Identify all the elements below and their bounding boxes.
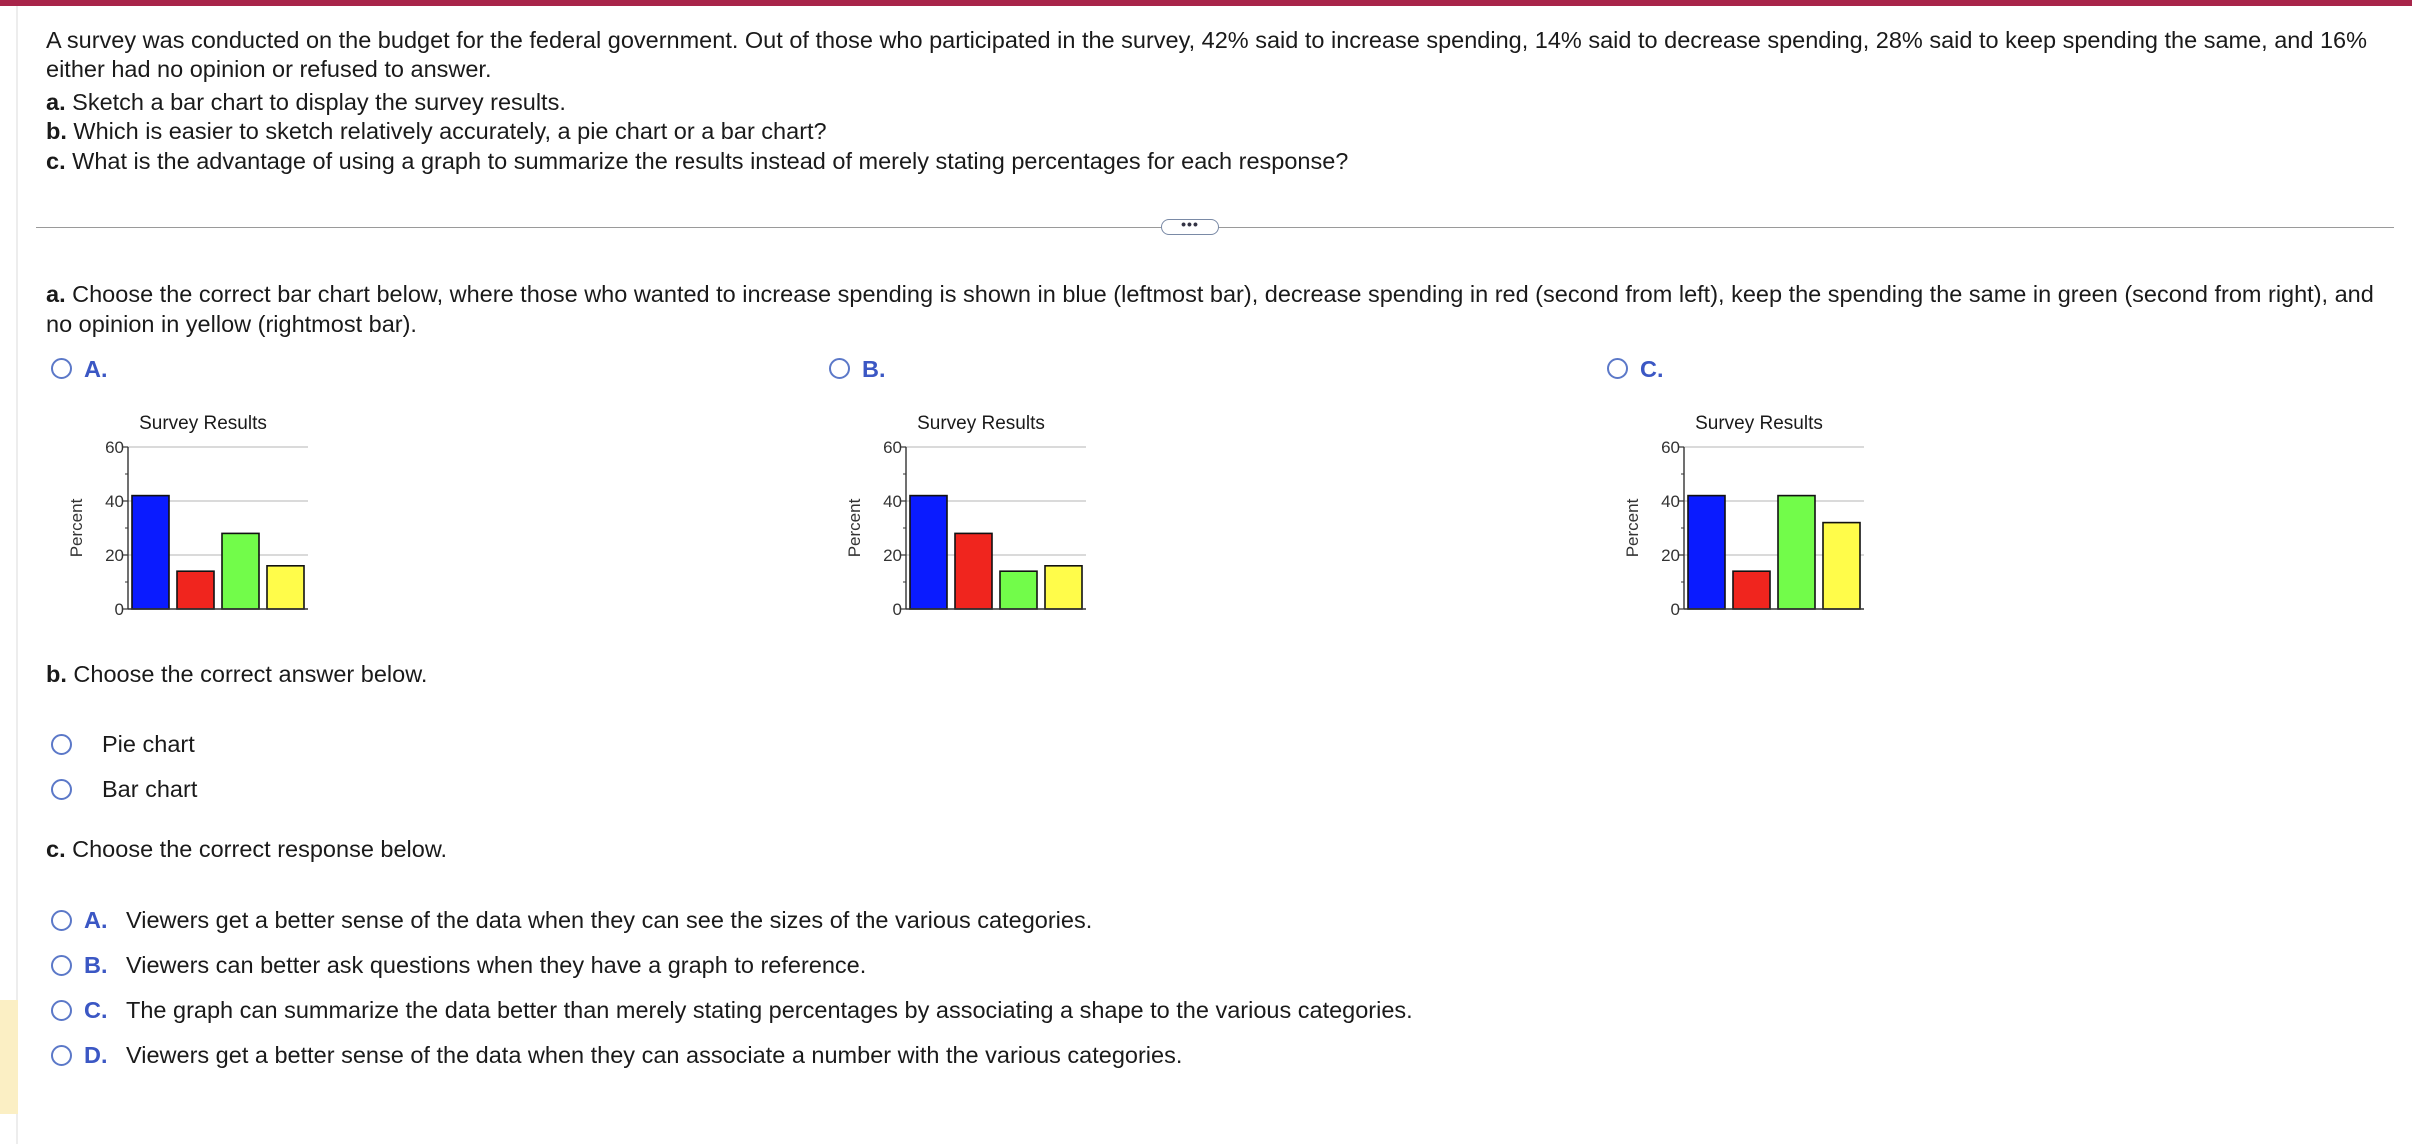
response-b-radio[interactable] xyxy=(51,955,72,976)
bar xyxy=(910,496,947,609)
response-c-radio[interactable] xyxy=(51,1000,72,1021)
pie-chart-option-label[interactable]: Pie chart xyxy=(102,731,195,757)
question-part-a xyxy=(46,87,566,117)
y-tick-label: 60 xyxy=(105,438,124,457)
bar xyxy=(1000,571,1037,609)
part-text: Sketch a bar chart to display the survey results. xyxy=(65,89,566,115)
expand-more-button[interactable]: ••• xyxy=(1161,219,1219,235)
pie-chart-radio[interactable] xyxy=(51,734,72,755)
chart-svg xyxy=(60,405,330,625)
response-a-radio[interactable] xyxy=(51,910,72,931)
response-b-letter[interactable]: B. xyxy=(84,952,108,978)
option-a-letter[interactable]: A. xyxy=(84,356,108,382)
bar xyxy=(222,533,259,609)
response-a-letter[interactable]: A. xyxy=(84,907,108,933)
chart-svg xyxy=(838,405,1108,625)
part-text: Which is easier to sketch relatively accurately, a pie chart or a bar chart? xyxy=(66,118,827,144)
y-tick-label: 20 xyxy=(883,546,902,565)
bar xyxy=(1045,566,1082,609)
bar xyxy=(1778,496,1815,609)
option-c-letter[interactable]: C. xyxy=(1640,356,1664,382)
chart-svg xyxy=(1616,405,1886,625)
part-label: a. xyxy=(46,281,66,307)
response-d-radio[interactable] xyxy=(51,1045,72,1066)
part-label: a. xyxy=(46,89,66,115)
y-tick-label: 40 xyxy=(105,492,124,511)
part-text: Choose the correct bar chart below, where those who wanted to increase spending is shown in blue (leftmost bar), decrease spending in red (second from left), keep the spending the same in green (second from right), and xyxy=(65,281,2374,307)
question-line-1: A survey was conducted on the budget for the federal government. Out of those who participated in the survey, 42% said to increase spending, 14% said to decrease spending, 28% said to keep spending the same, and 16% xyxy=(46,27,2368,53)
part-label: c. xyxy=(46,836,66,862)
top-accent-bar xyxy=(0,0,2412,6)
y-tick-label: 20 xyxy=(1661,546,1680,565)
bar-chart-option-label[interactable]: Bar chart xyxy=(102,776,198,802)
option-c-radio[interactable] xyxy=(1607,358,1628,379)
y-tick-label: 40 xyxy=(1661,492,1680,511)
part-label: c. xyxy=(46,148,66,174)
part-a-instruction-line-2: no opinion in yellow (rightmost bar). xyxy=(46,311,417,337)
y-tick-label: 0 xyxy=(892,600,902,619)
part-b-prompt xyxy=(46,659,427,689)
question-part-c xyxy=(46,146,1348,176)
y-axis-label: Percent xyxy=(845,498,864,558)
option-a-radio[interactable] xyxy=(51,358,72,379)
bar xyxy=(132,496,169,609)
response-c-text[interactable]: The graph can summarize the data better than merely stating percentages by associating a shape to the various categories. xyxy=(126,997,1413,1023)
response-d-letter[interactable]: D. xyxy=(84,1042,108,1068)
bar xyxy=(177,571,214,609)
bar-chart-radio[interactable] xyxy=(51,779,72,800)
response-d-text[interactable]: Viewers get a better sense of the data when they can associate a number with the various categories. xyxy=(126,1042,1183,1068)
bar xyxy=(955,533,992,609)
side-highlight xyxy=(0,1000,18,1114)
bar xyxy=(1823,523,1860,609)
part-label: b. xyxy=(46,118,67,144)
bar-chart-c xyxy=(1616,405,1886,625)
bar xyxy=(1733,571,1770,609)
bar-chart-b xyxy=(838,405,1108,625)
y-tick-label: 60 xyxy=(883,438,902,457)
y-tick-label: 0 xyxy=(1670,600,1680,619)
option-b-letter[interactable]: B. xyxy=(862,356,886,382)
chart-title: Survey Results xyxy=(1695,413,1823,434)
y-tick-label: 0 xyxy=(114,600,124,619)
response-b-text[interactable]: Viewers can better ask questions when they have a graph to reference. xyxy=(126,952,867,978)
part-c-prompt xyxy=(46,834,447,864)
y-axis-label: Percent xyxy=(67,498,86,558)
left-border xyxy=(16,6,18,1144)
question-line-2: either had no opinion or refused to answer. xyxy=(46,56,492,82)
part-a-instruction xyxy=(46,279,2374,309)
y-tick-label: 20 xyxy=(105,546,124,565)
question-part-b xyxy=(46,116,827,146)
part-text: Choose the correct answer below. xyxy=(66,661,428,687)
bar xyxy=(267,566,304,609)
response-a-text[interactable]: Viewers get a better sense of the data when they can see the sizes of the various categories. xyxy=(126,907,1093,933)
y-axis-label: Percent xyxy=(1623,498,1642,558)
part-label: b. xyxy=(46,661,67,687)
option-b-radio[interactable] xyxy=(829,358,850,379)
chart-title: Survey Results xyxy=(139,413,267,434)
y-tick-label: 60 xyxy=(1661,438,1680,457)
part-text: Choose the correct response below. xyxy=(65,836,448,862)
chart-title: Survey Results xyxy=(917,413,1045,434)
y-tick-label: 40 xyxy=(883,492,902,511)
bar-chart-a xyxy=(60,405,330,625)
part-text: What is the advantage of using a graph to summarize the results instead of merely stating percentages for each response? xyxy=(65,148,1349,174)
response-c-letter[interactable]: C. xyxy=(84,997,108,1023)
bar xyxy=(1688,496,1725,609)
